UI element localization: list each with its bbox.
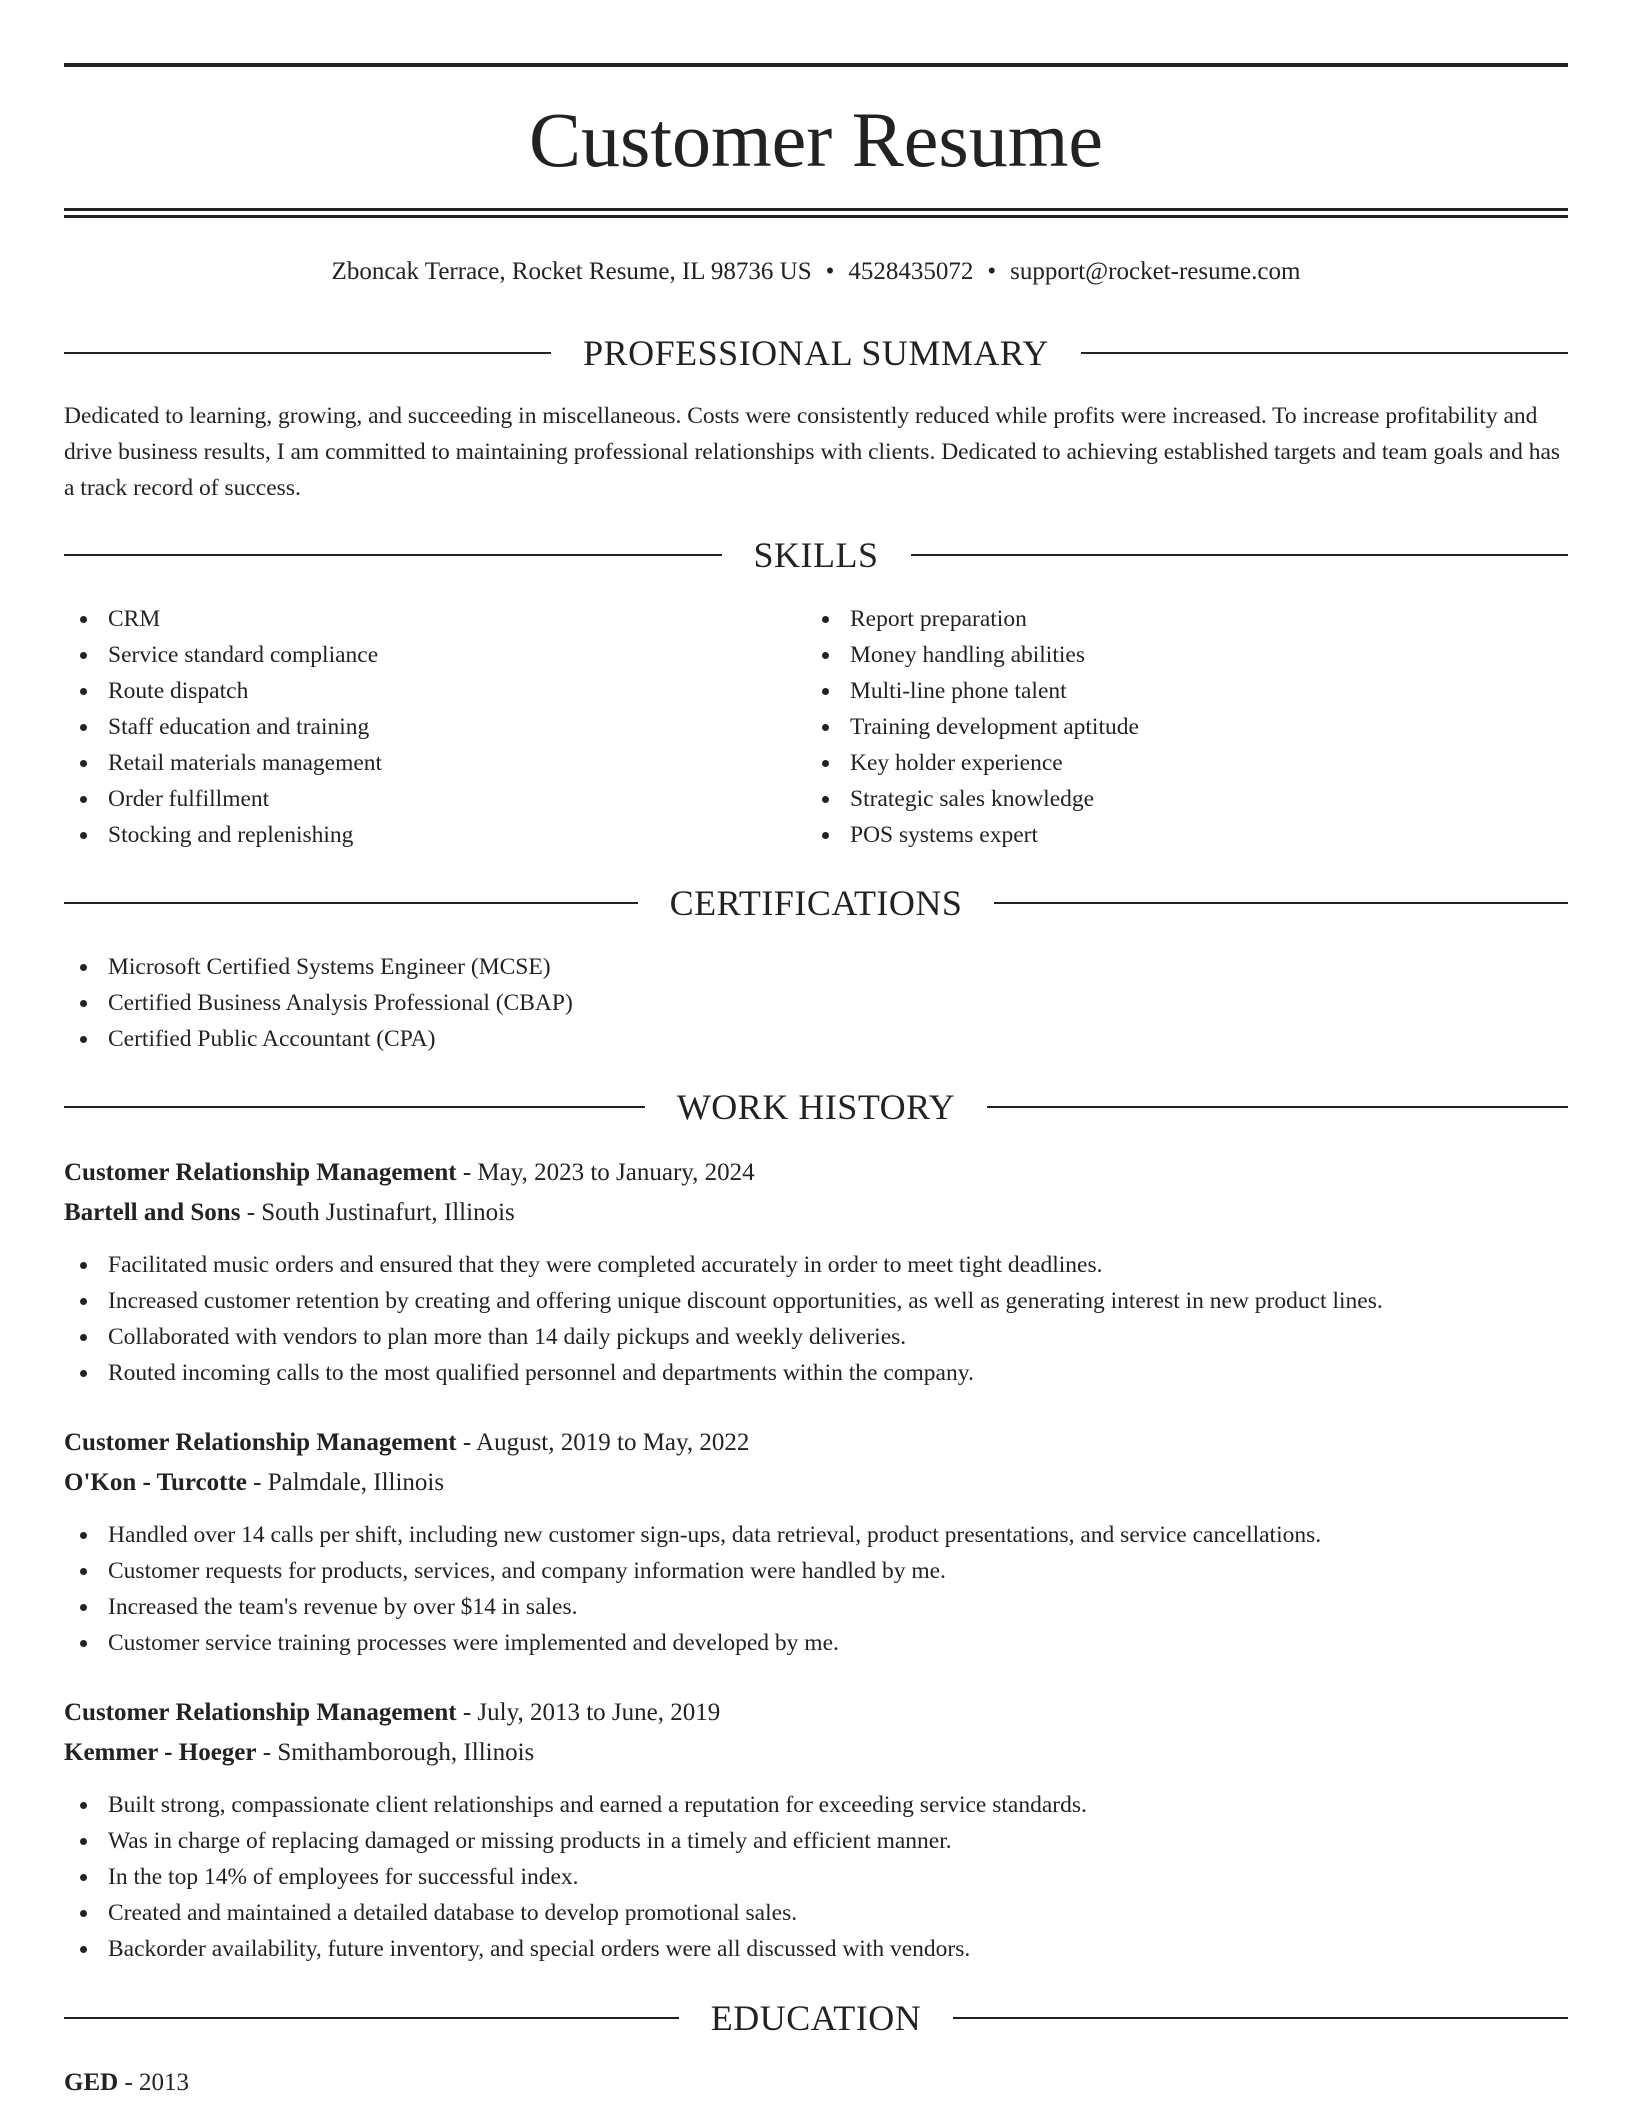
section-rule-right — [1081, 352, 1568, 354]
contact-email: support@rocket-resume.com — [1010, 258, 1301, 285]
job-entry — [64, 1423, 1568, 1503]
section-title-education: EDUCATION — [710, 1998, 922, 2038]
skills-list-left — [64, 601, 764, 853]
job-bullet-item: Built strong, compassionate client relationships and earned a reputation for exceeding service standards. — [64, 1787, 1568, 1823]
job-bullets — [64, 1787, 1568, 1967]
job-entry — [64, 1153, 1568, 1233]
job-dates: - May, 2023 to January, 2024 — [456, 1159, 755, 1186]
job-company-line — [64, 1733, 1568, 1773]
skill-item: Strategic sales knowledge — [806, 781, 1506, 817]
certifications-list — [64, 949, 1568, 1057]
job-title-line — [64, 1423, 1568, 1463]
job-title: Customer Relationship Management — [64, 1429, 457, 1456]
job-bullet-item: Customer requests for products, services, and company information were handled by me. — [64, 1553, 1568, 1589]
header-top-rule — [64, 63, 1568, 67]
skill-item: Multi-line phone talent — [806, 673, 1506, 709]
section-rule-right — [953, 2017, 1568, 2019]
section-header-summary — [64, 331, 1568, 375]
skills-list-right — [806, 601, 1506, 853]
job-company-line — [64, 1193, 1568, 1233]
section-header-skills — [64, 533, 1568, 577]
skill-item: Money handling abilities — [806, 637, 1506, 673]
job-bullet-item: Was in charge of replacing damaged or missing products in a timely and efficient manner. — [64, 1823, 1568, 1859]
job-title-line — [64, 1693, 1568, 1733]
job-bullet-item: Increased the team's revenue by over $14 in sales. — [64, 1589, 1568, 1625]
skill-item: Retail materials management — [64, 745, 764, 781]
section-title-summary: PROFESSIONAL SUMMARY — [583, 333, 1049, 373]
skill-item: Route dispatch — [64, 673, 764, 709]
job-title: Customer Relationship Management — [64, 1699, 457, 1726]
skill-item: Order fulfillment — [64, 781, 764, 817]
job-bullet-item: In the top 14% of employees for successful index. — [64, 1859, 1568, 1895]
skill-item: Staff education and training — [64, 709, 764, 745]
skill-item: Stocking and replenishing — [64, 817, 764, 853]
education-degree: GED — [64, 2069, 119, 2096]
section-rule-left — [64, 902, 638, 904]
job-bullet-item: Increased customer retention by creating and offering unique discount opportunities, as well as generating interest in new product lines. — [64, 1283, 1568, 1319]
section-title-work-history: WORK HISTORY — [676, 1087, 956, 1127]
job-dates: - July, 2013 to June, 2019 — [456, 1699, 721, 1726]
certification-item: Certified Public Accountant (CPA) — [64, 1021, 1568, 1057]
header-bottom-rule — [64, 208, 1568, 211]
contact-phone: 4528435072 — [848, 258, 974, 285]
skill-item: CRM — [64, 601, 764, 637]
job-location: - Palmdale, Illinois — [246, 1469, 445, 1496]
education-line — [64, 2063, 1568, 2103]
job-company: Bartell and Sons — [64, 1199, 241, 1226]
job-location: - Smithamborough, Illinois — [256, 1739, 535, 1766]
section-rule-left — [64, 554, 722, 556]
section-rule-right — [994, 902, 1568, 904]
section-rule-left — [64, 352, 551, 354]
job-bullet-item: Backorder availability, future inventory, and special orders were all discussed with vendors. — [64, 1931, 1568, 1967]
job-bullets — [64, 1247, 1568, 1391]
education-entry — [64, 2063, 1568, 2103]
summary-text: Dedicated to learning, growing, and succeeding in miscellaneous. Costs were consistently reduced while profits were increased. To increase profitability and drive business results, I am committed to maintaining professional relationships with clients. Dedicated to achieving established targets and team goals and has a track record of success. — [64, 403, 1561, 501]
contact-address: Zboncak Terrace, Rocket Resume, IL 98736 US — [331, 258, 812, 285]
certification-item: Certified Business Analysis Professional (CBAP) — [64, 985, 1568, 1021]
certification-item: Microsoft Certified Systems Engineer (MCSE) — [64, 949, 1568, 985]
skill-item: Report preparation — [806, 601, 1506, 637]
job-company: O'Kon - Turcotte — [64, 1469, 247, 1496]
section-title-certifications: CERTIFICATIONS — [669, 883, 963, 923]
job-bullet-item: Handled over 14 calls per shift, including new customer sign-ups, data retrieval, product presentations, and service cancellations. — [64, 1517, 1568, 1553]
contact-separator: • — [825, 258, 835, 285]
job-bullet-item: Created and maintained a detailed database to develop promotional sales. — [64, 1895, 1568, 1931]
job-bullet-item: Routed incoming calls to the most qualified personnel and departments within the company. — [64, 1355, 1568, 1391]
contact-separator: • — [987, 258, 997, 285]
header-bottom-rule-second — [64, 215, 1568, 218]
resume-name: Customer Resume — [528, 96, 1104, 183]
job-bullet-item: Facilitated music orders and ensured that they were completed accurately in order to meet tight deadlines. — [64, 1247, 1568, 1283]
job-location: - South Justinafurt, Illinois — [240, 1199, 515, 1226]
contact-line — [64, 254, 1568, 290]
job-entry — [64, 1693, 1568, 1773]
section-header-education — [64, 1996, 1568, 2040]
job-bullet-item: Customer service training processes were implemented and developed by me. — [64, 1625, 1568, 1661]
skill-item: Training development aptitude — [806, 709, 1506, 745]
section-rule-left — [64, 1106, 645, 1108]
section-rule-right — [987, 1106, 1568, 1108]
job-company-line — [64, 1463, 1568, 1503]
skill-item: POS systems expert — [806, 817, 1506, 853]
section-title-skills: SKILLS — [753, 535, 879, 575]
job-title: Customer Relationship Management — [64, 1159, 457, 1186]
skill-item: Key holder experience — [806, 745, 1506, 781]
education-year: - 2013 — [118, 2069, 190, 2096]
skill-item: Service standard compliance — [64, 637, 764, 673]
job-bullet-item: Collaborated with vendors to plan more than 14 daily pickups and weekly deliveries. — [64, 1319, 1568, 1355]
job-company: Kemmer - Hoeger — [64, 1739, 257, 1766]
section-rule-left — [64, 2017, 679, 2019]
job-bullets — [64, 1517, 1568, 1661]
section-header-certifications — [64, 881, 1568, 925]
section-rule-right — [911, 554, 1569, 556]
job-title-line — [64, 1153, 1568, 1193]
section-header-work-history — [64, 1085, 1568, 1129]
job-dates: - August, 2019 to May, 2022 — [456, 1429, 750, 1456]
